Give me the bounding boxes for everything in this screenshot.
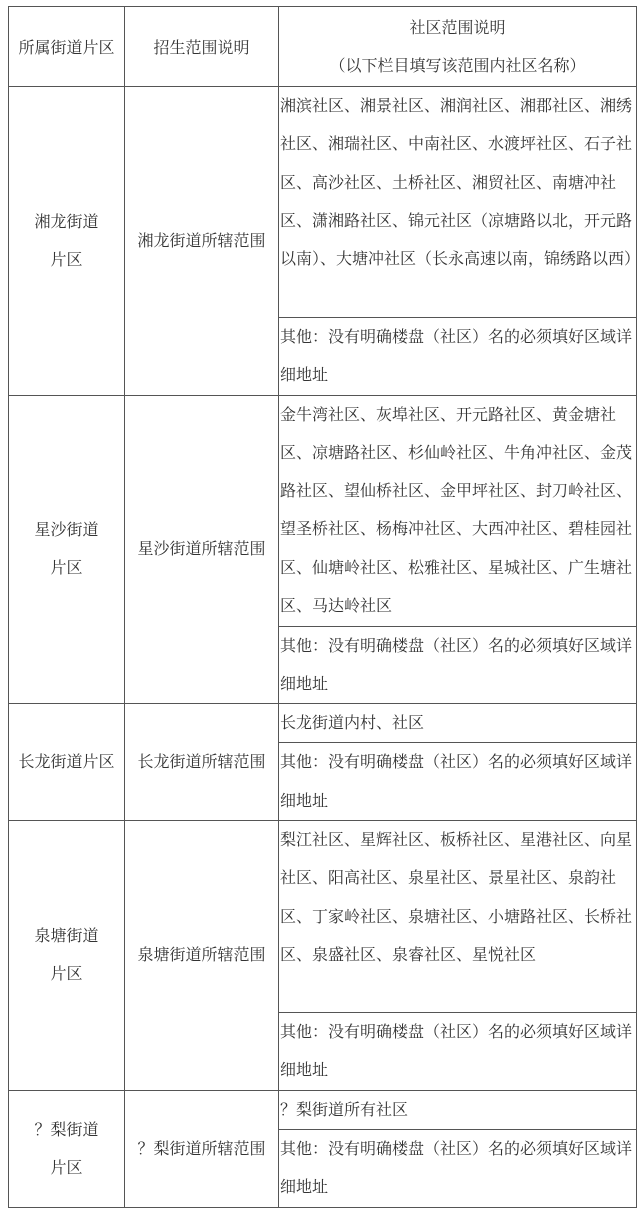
district-name: 湘龙街道片区	[34, 211, 99, 269]
enrollment-zone-table	[8, 6, 641, 1208]
scope-cell	[125, 1090, 279, 1207]
communities-cell	[279, 1090, 637, 1129]
scope-cell	[125, 704, 279, 821]
district-name: ？梨街道片区	[34, 1119, 99, 1177]
table-row	[9, 395, 637, 626]
other-text: 其他：没有明确楼盘（社区）名的必须填好区域详细地址	[280, 327, 633, 385]
scope-text: ？梨街道所辖范围	[137, 1138, 266, 1158]
header-district-label: 所属街道片区	[18, 38, 115, 57]
header-community-title: 社区范围说明	[409, 17, 506, 37]
district-cell	[9, 87, 125, 396]
communities-cell	[279, 395, 637, 626]
communities-cell	[279, 704, 637, 743]
table-row	[9, 704, 637, 743]
district-cell	[9, 1090, 125, 1207]
table-row	[9, 87, 637, 318]
other-cell	[279, 1129, 637, 1207]
district-name: 长龙街道片区	[18, 752, 115, 772]
communities-cell	[279, 821, 637, 1013]
other-text: 其他：没有明确楼盘（社区）名的必须填好区域详细地址	[280, 752, 633, 810]
header-district	[9, 7, 125, 87]
communities-text: ？梨街道所有社区	[280, 1099, 409, 1119]
other-cell	[279, 1013, 637, 1091]
district-cell	[9, 821, 125, 1091]
scope-cell	[125, 87, 279, 396]
scope-text: 星沙街道所辖范围	[137, 539, 266, 559]
district-cell	[9, 395, 125, 704]
communities-text: 湘滨社区、湘景社区、湘润社区、湘郡社区、湘绣社区、湘瑞社区、中南社区、水渡坪社区、石子社区、高沙社区、土桥社区、湘贸社区、南塘冲社区、潇湘路社区、锦元社区（凉塘路以北，开元路以南）、大塘冲社区（长永高速以南，锦绣路以西）	[280, 96, 641, 269]
table-row	[9, 1090, 637, 1129]
communities-text: 金牛湾社区、灰埠社区、开元路社区、黄金塘社区、凉塘路社区、杉仙岭社区、牛角冲社区、金茂路社区、望仙桥社区、金甲坪社区、封刀岭社区、望圣桥社区、杨梅冲社区、大西冲社区、碧桂园社区、仙塘岭社区、松雅社区、星城社区、广生塘社区、马达岭社区	[280, 404, 633, 616]
scope-cell	[125, 395, 279, 704]
other-text: 其他：没有明确楼盘（社区）名的必须填好区域详细地址	[280, 1022, 633, 1080]
header-scope	[125, 7, 279, 87]
communities-cell	[279, 87, 641, 318]
other-cell	[279, 626, 637, 704]
other-cell	[279, 318, 637, 396]
header-scope-label: 招生范围说明	[153, 38, 250, 57]
communities-text: 梨江社区、星辉社区、板桥社区、星港社区、向星社区、阳高社区、泉星社区、景星社区、泉韵社区、丁家岭社区、泉塘社区、小塘路社区、长桥社区、泉盛社区、泉睿社区、星悦社区	[280, 830, 633, 964]
header-community	[279, 7, 637, 87]
other-text: 其他：没有明确楼盘（社区）名的必须填好区域详细地址	[280, 635, 633, 693]
scope-cell	[125, 821, 279, 1091]
district-cell	[9, 704, 125, 821]
district-name: 泉塘街道片区	[34, 926, 99, 984]
header-community-subtitle: （以下栏目填写该范围内社区名称）	[329, 55, 586, 75]
district-name: 星沙街道片区	[34, 520, 99, 578]
scope-text: 长龙街道所辖范围	[137, 752, 266, 772]
communities-text: 长龙街道内村、社区	[280, 713, 425, 733]
table-header-row	[9, 7, 637, 87]
other-cell	[279, 743, 637, 821]
scope-text: 湘龙街道所辖范围	[137, 230, 266, 250]
other-text: 其他：没有明确楼盘（社区）名的必须填好区域详细地址	[280, 1138, 633, 1197]
scope-text: 泉塘街道所辖范围	[137, 945, 266, 965]
table-row	[9, 821, 637, 1013]
